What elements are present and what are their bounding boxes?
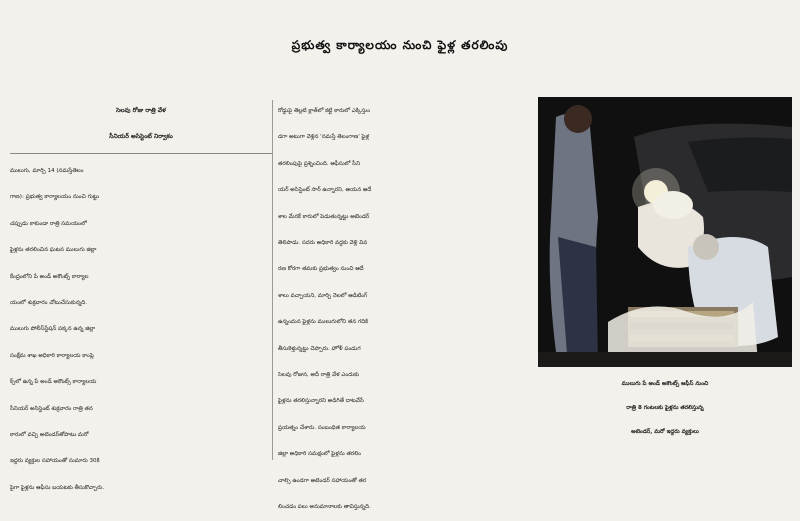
photo-night-scene-icon xyxy=(538,97,792,367)
caption-line: రాత్రి 8 గంటలకు ఫైళ్లను తరలిస్తున్న xyxy=(626,405,704,411)
subheadline-line-2: సీనియర్ అసిస్టెంట్ నిర్వాకం xyxy=(109,133,173,140)
column1-line: గాణ): ప్రభుత్వ కార్యాలయం నుంచి గుట్టు xyxy=(10,194,100,201)
column1-line: చప్పుడు కాకుండా రాత్రి సమయంలో xyxy=(10,220,87,227)
photo-caption xyxy=(538,372,792,444)
column1-line: పైగా ఫైళ్లను ఆఫీసు బయటకు తీసుకొచ్చారు. xyxy=(10,484,105,491)
column2-line: చాల్సి ఉండగా అటెండర్ సహాయంతో తర xyxy=(278,477,367,484)
column-divider xyxy=(272,100,273,460)
column2-line: తీసుకెళ్తున్నట్టు చెప్పారు. హోళీ పండుగ xyxy=(278,345,361,352)
subheadline-line-1: సెలవు రోజు రాత్రి వేళ xyxy=(116,107,166,114)
column2-line: శాల మేరకే కారులో పెడుతున్నట్టు అటెండర్ xyxy=(278,213,370,220)
column1-line: సీనియర్ అసిస్టెంట్ శుక్రవారం రాత్రి తన xyxy=(10,405,93,412)
column1-line: కారులో వచ్చి అటెండర్‌తోపాటు మరో xyxy=(10,432,89,439)
subheadline-divider xyxy=(10,153,272,154)
column2-line: తెలిపాడు. సదరు అధికారి వద్దకు వెళ్లి వివ xyxy=(278,240,368,247)
column2-line: రణ కోరగా తమకు ప్రభుత్వం నుంచి ఆదే xyxy=(278,266,364,273)
column2-line: యర్ అసిస్టెంట్ సార్ ఉన్నారని, ఆయన ఆదే xyxy=(278,187,372,194)
column2-line: రోడ్డుపై తెల్లటి క్లాత్‌లో కట్టి కారులో ఎక్కిస్తుం xyxy=(278,108,371,114)
column2-line: ప్రయత్నం చేశారు. సంబంధిత కార్యాలయ xyxy=(278,424,366,431)
column2-line: ఫైళ్లను తరలిస్తున్నారని అడిగితే దాటవేసే xyxy=(278,398,364,405)
column1-line: ములుగు పోలీస్‌స్టేషన్ పక్కన ఉన్న జిల్లా xyxy=(10,326,96,333)
column1-line: యంలో శుక్రవారం చోటుచేసుకున్నది. xyxy=(10,300,88,307)
column1-line: సంక్షేమ శాఖ అధికారి కార్యాలయ కాంప్లె xyxy=(10,352,94,359)
column2-line: లించడం పలు అనుమానాలకు తావిస్తున్నది. xyxy=(278,504,371,511)
column2-line: జిల్లా అధికారి సమక్షంలో ఫైళ్లను తరలిం xyxy=(278,451,362,458)
caption-line: అటెండర్, మరో ఇద్దరు వ్యక్తులు xyxy=(631,429,699,435)
column-2 xyxy=(278,98,534,521)
column1-line: ఇద్దరు వ్యక్తుల సహాయంతో సుమారు 30కి xyxy=(10,458,100,465)
column2-line: శాలు వచ్చాయని, మార్చి నెలలో ఆడిటింగ్ xyxy=(278,292,368,299)
column2-line: సెలవు రోజున, అదీ రాత్రి వేళ ఎందుకు xyxy=(278,372,359,379)
column1-line: ఫైళ్లను తరలించిన ఘటన ములుగు జిల్లా xyxy=(10,247,97,254)
column1-line: ములుగు, మార్చి 14 (నమస్తేతెలం xyxy=(10,168,84,174)
column2-line: ఉన్నందున ఫైళ్లను ములుగులోని తన గదికి xyxy=(278,319,369,326)
column1-line: కేంద్రంలోని పే అండ్ అకౌంట్స్ కార్యాల xyxy=(10,273,89,280)
column2-line: డగా అటుగా వెళ్లిన 'నమస్తే తెలంగాణ' ఫైళ్ల xyxy=(278,134,370,141)
column1-line: క్స్‌లో ఉన్న పే అండ్ అకౌంట్స్ కార్యాలయ xyxy=(10,379,97,386)
column2-line: తరలింపుపై ప్రశ్నించింది. ఆఫీసులో సీని xyxy=(278,160,361,167)
column-1 xyxy=(10,98,272,501)
news-photo xyxy=(538,97,792,367)
caption-line: ములుగు పే అండ్ అకౌంట్స్ ఆఫీస్ నుంచి xyxy=(621,381,709,387)
headline: ప్రభుత్వ కార్యాలయం నుంచి ఫైళ్ల తరలింపు xyxy=(291,37,509,52)
